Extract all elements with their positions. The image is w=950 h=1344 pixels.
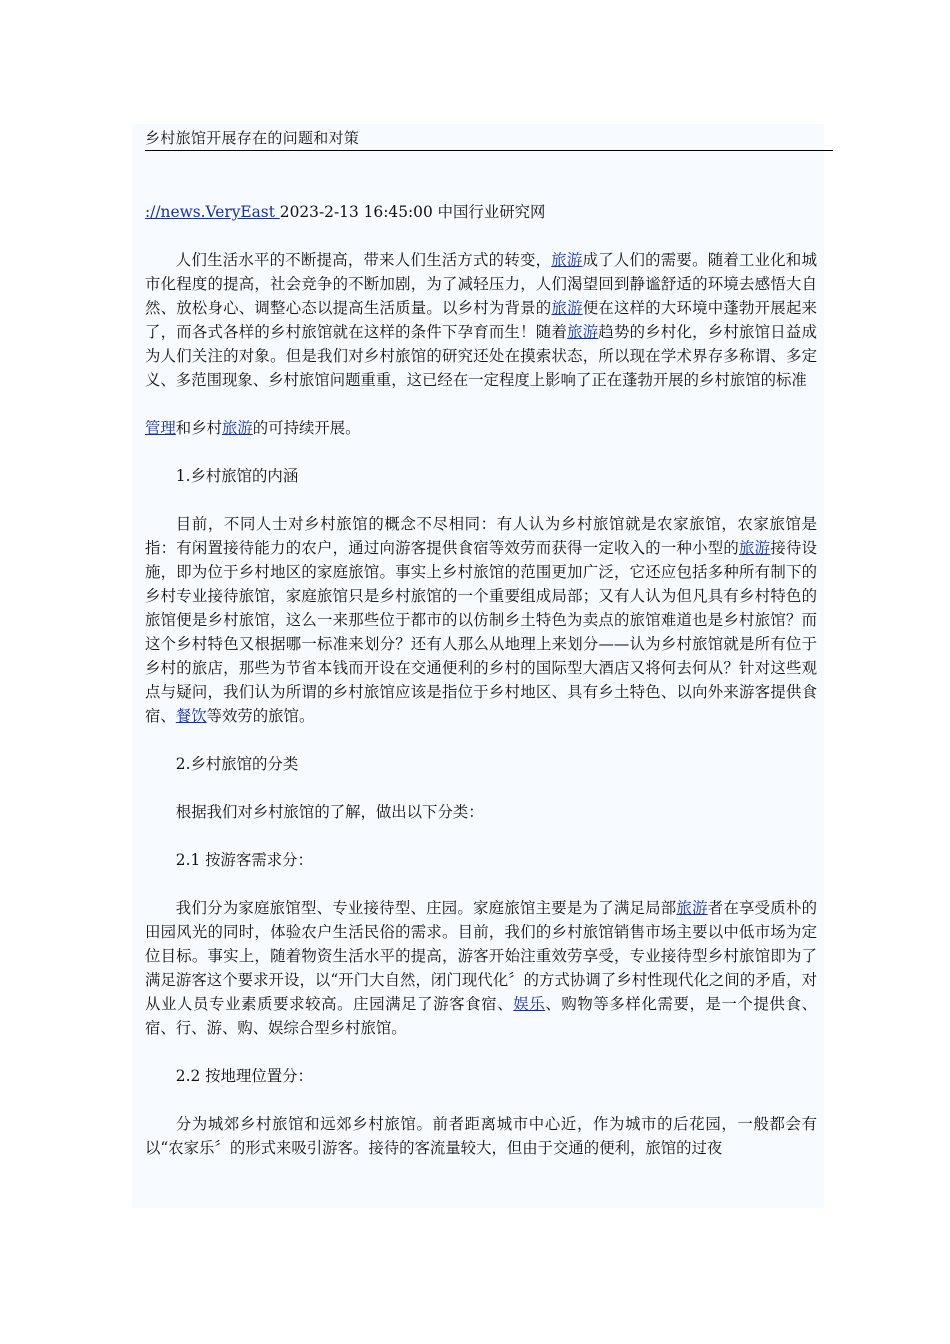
text-run: 等效劳的旅馆。 [206,707,315,725]
link-travel[interactable]: 旅游 [221,419,253,437]
paragraph-definition [145,512,817,728]
link-catering[interactable]: 餐饮 [175,707,207,725]
paragraph-classification-intro: 根据我们对乡村旅馆的了解，做出以下分类： [175,803,484,821]
link-travel[interactable]: 旅游 [551,299,583,317]
text-run: 接待设施，即为位于乡村地区的家庭旅馆。事实上乡村旅馆的范围更加广泛，它还应包括多种所有制下的乡村专业接待旅馆，家庭旅馆只是乡村旅馆的一个重要组成局部；又有人认为但凡具有乡村特色的旅馆便是乡村旅馆，这么一来那些位于都市的以仿制乡土特色为卖点的旅馆难道也是乡村旅馆？而这个乡村特色又根据哪一标准来划分？还有人那么从地理上来划分——认为乡村旅馆就是所有位于乡村的旅店，那些为节省本钱而开设在交通便利的乡村的国际型大酒店又将何去何从？针对这些观点与疑问，我们认为所谓的乡村旅馆应该是指位于乡村地区、具有乡土特色、以向外来游客提供食宿、 [145,539,817,725]
link-travel[interactable]: 旅游 [676,899,708,917]
link-travel[interactable]: 旅游 [567,323,599,341]
section-heading-1: 1.乡村旅馆的内涵 [175,467,299,485]
paragraph-intro [145,248,817,392]
section-heading-2: 2.乡村旅馆的分类 [175,755,299,773]
link-management[interactable]: 管理 [145,419,176,437]
text-run: 的可持续开展。 [252,419,361,437]
document-title: 乡村旅馆开展存在的问题和对策 [145,128,833,151]
text-run: 我们分为家庭旅馆型、专业接待型、庄园。家庭旅馆主要是为了满足局部 [175,899,677,917]
text-run: 便在这样的大环境中蓬勃开展起来了，而各式各样的乡村旅馆就在这样的条件下孕育而生！随着 [145,299,817,341]
text-run: 成了人们的需要。随着工业化和城市化程度的提高，社会竞争的不断加剧，为了减轻压力，人们渴望回到静谧舒适的环境去感悟大自然、放松身心、调整心态以提高生活质量。以乡村为背景的 [145,251,817,317]
link-travel[interactable]: 旅游 [551,251,583,269]
source-link[interactable]: ://news.VeryEast [145,203,280,221]
section-heading-2-1: 2.1 按游客需求分： [175,851,313,869]
link-entertainment[interactable]: 娱乐 [513,995,546,1013]
paragraph-by-demand [145,896,817,1040]
source-line [145,200,817,224]
text-run: 趋势的乡村化，乡村旅馆日益成为人们关注的对象。但是我们对乡村旅馆的研究还处在摸索状态，所以现在学术界存多称谓、多定义、多范围现象、乡村旅馆问题重重，这已经在一定程度上影响了正在蓬勃开展的乡村旅馆的标准 [145,323,817,389]
source-meta: 2023-2-13 16:45:00 中国行业研究网 [279,203,546,221]
article-body [145,200,817,1184]
text-run: 和乡村 [175,419,222,437]
text-run: 者在享受质朴的田园风光的同时，体验农户生活民俗的需求。目前，我们的乡村旅馆销售市场主要以中低市场为定位目标。事实上，随着物资生活水平的提高，游客开始注重效劳享受，专业接待型乡村旅馆即为了满足游客这个要求开设，以“开门大自然，闭门现代化〞的方式协调了乡村性现代化之间的矛盾，对从业人员专业素质要求较高。庄园满足了游客食宿、 [145,899,817,1013]
text-run: 人们生活水平的不断提高，带来人们生活方式的转变， [175,251,552,269]
section-heading-2-2: 2.2 按地理位置分： [175,1067,313,1085]
link-travel[interactable]: 旅游 [739,539,771,557]
paragraph-continuation [145,416,817,440]
paragraph-by-location: 分为城郊乡村旅馆和远郊乡村旅馆。前者距离城市中心近，作为城市的后花园，一般都会有以“农家乐〞的形式来吸引游客。接待的客流量较大，但由于交通的便利，旅馆的过夜 [145,1115,817,1157]
text-run: 目前，不同人士对乡村旅馆的概念不尽相同：有人认为乡村旅馆就是农家旅馆，农家旅馆是指：有闲置接待能力的农户，通过向游客提供食宿等效劳而获得一定收入的一种小型的 [145,515,817,557]
text-run: 、购物等多样化需要，是一个提供食、宿、行、游、购、娱综合型乡村旅馆。 [145,995,817,1037]
